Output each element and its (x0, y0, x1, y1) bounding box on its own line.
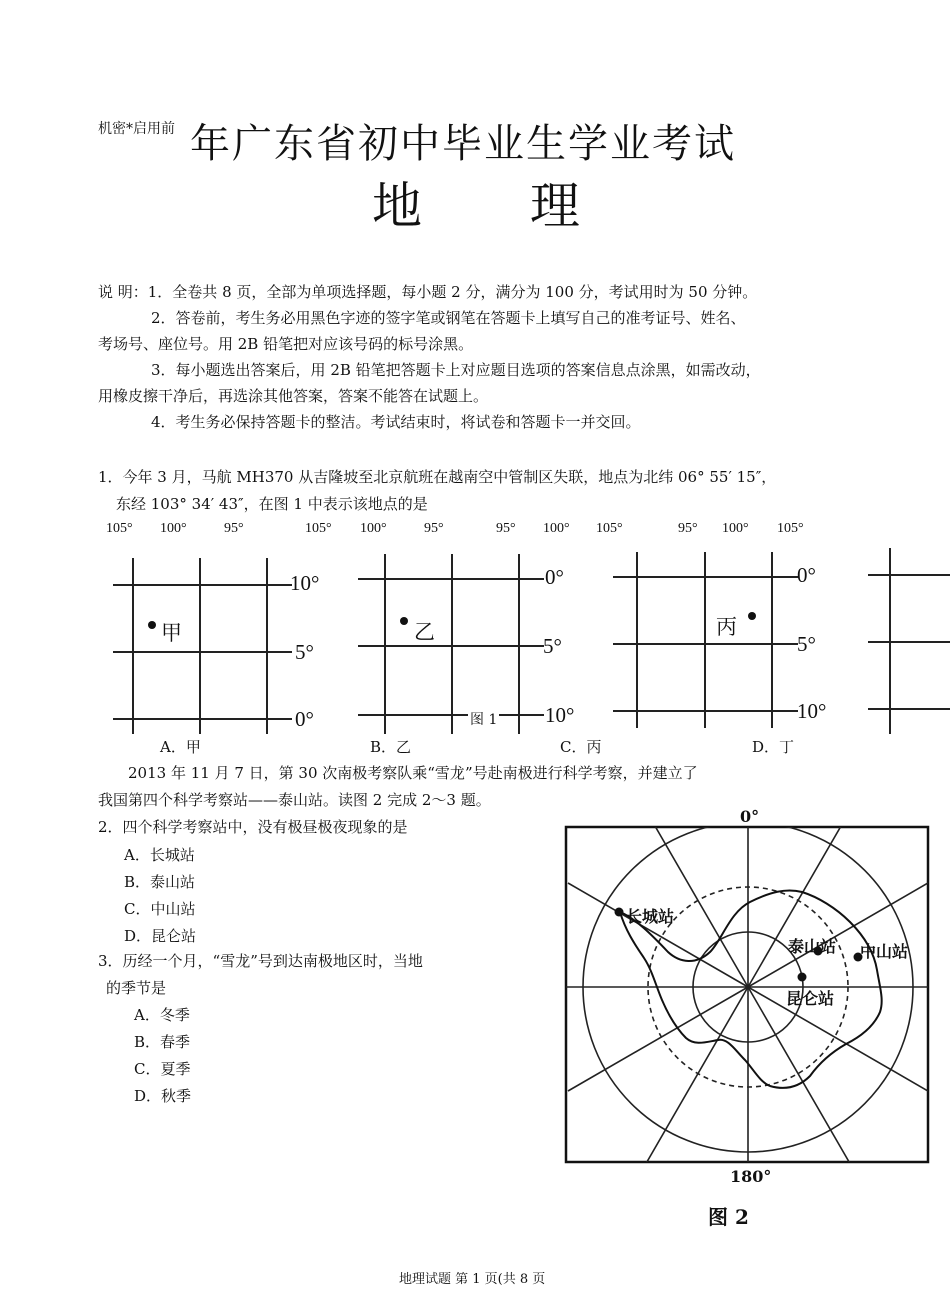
grid1-lat-label: 10° (290, 571, 320, 595)
q2-option-a: A．长城站 (124, 846, 195, 864)
subject-title: 地 理 (372, 177, 626, 235)
grid2-point-label: 乙 (414, 620, 435, 644)
grid2-lon-label: 100° (360, 521, 387, 536)
station-kunlun-label: 昆仑站 (786, 989, 835, 1008)
figure-2-caption: 图 2 (708, 1205, 749, 1229)
grid3-lon-label: 100° (543, 521, 570, 536)
q2-stem: 2．四个科学考察站中，没有极昼极夜现象的是 (98, 818, 408, 836)
grid2-lat-label: 0° (545, 565, 564, 589)
grid2-lat-label: 5° (543, 634, 562, 658)
fig2-meridian-180-label: 180° (730, 1167, 772, 1186)
q2-option-d: D．昆仑站 (124, 927, 197, 945)
q3-option-d: D．秋季 (134, 1087, 192, 1105)
figure-2-antarctica-map (540, 800, 950, 1250)
grid1-lat-label: 0° (295, 707, 314, 731)
instruction-line: 3．每小题选出答案后，用 2B 铅笔把答题卡上对应题目选项的答案信息点涂黑，如需改动， (151, 361, 761, 379)
grid4-lon-label: 105° (777, 521, 804, 536)
q2-option-b: B．泰山站 (124, 873, 196, 891)
instruction-line: 说 明：1．全卷共 8 页，全部为单项选择题，每小题 2 分，满分为 100 分，考试用时为 50 分钟。 (98, 283, 758, 301)
figure-1-caption: 图 1 (468, 709, 499, 729)
grid1-lon-label: 95° (224, 521, 244, 536)
q1-option-c: C．丙 (560, 738, 602, 756)
grid2-lat-label: 10° (545, 703, 575, 727)
grid3-lat-label: 5° (797, 632, 816, 656)
q1-stem-line1: 1．今年 3 月，马航 MH370 从吉隆坡至北京航班在越南空中管制区失联，地点为北纬 06° 55′ 15″， (98, 468, 777, 486)
q1-stem-line2: 东经 103° 34′ 43″，在图 1 中表示该地点的是 (116, 495, 428, 513)
page-footer: 地理试题 第 1 页(共 8 页 (399, 1272, 546, 1287)
grid2-lon-label: 105° (305, 521, 332, 536)
grid3-lat-label: 10° (797, 699, 827, 723)
q3-option-a: A．冬季 (134, 1006, 190, 1024)
station-taishan-label: 泰山站 (788, 937, 837, 956)
confidential-label: 机密*启用前 (98, 121, 175, 137)
q3-stem-line2: 的季节是 (106, 979, 167, 997)
grid1-point-label: 甲 (161, 621, 182, 645)
instruction-line: 考场号、座位号。用 2B 铅笔把对应该号码的标号涂黑。 (98, 335, 474, 353)
q23-intro-line1: 2013 年 11 月 7 日，第 30 次南极考察队乘“雪龙”号赴南极进行科学考察，并建立了 (128, 764, 698, 782)
fig2-meridian-0-label: 0° (740, 807, 760, 826)
grid2-lon-label: 95° (424, 521, 444, 536)
instruction-line: 用橡皮擦干净后，再选涂其他答案，答案不能答在试题上。 (98, 387, 489, 405)
q1-option-b: B．乙 (370, 738, 412, 756)
grid4-lon-label: 95° (678, 521, 698, 536)
q3-option-c: C．夏季 (134, 1060, 191, 1078)
grid1-lon-label: 105° (106, 521, 133, 536)
grid3-lon-label: 95° (496, 521, 516, 536)
station-zhongshan-label: 中山站 (860, 942, 909, 961)
exam-title: 年广东省初中毕业生学业考试 (190, 121, 736, 167)
q3-stem-line1: 3．历经一个月，“雪龙”号到达南极地区时，当地 (98, 952, 423, 970)
q3-option-b: B．春季 (134, 1033, 191, 1051)
grid3-lat-label: 0° (797, 563, 816, 587)
q2-option-c: C．中山站 (124, 900, 196, 918)
q23-intro-line2: 我国第四个科学考察站——泰山站。读图 2 完成 2～3 题。 (98, 791, 491, 809)
instruction-line: 4．考生务必保持答题卡的整洁。考试结束时，将试卷和答题卡一并交回。 (151, 413, 641, 431)
grid1-lon-label: 100° (160, 521, 187, 536)
q1-option-a: A．甲 (160, 738, 201, 756)
q1-option-d: D．丁 (752, 738, 795, 756)
station-changcheng-label: 长城站 (626, 907, 675, 926)
grid3-lon-label: 105° (596, 521, 623, 536)
grid4-lon-label: 100° (722, 521, 749, 536)
grid1-lat-label: 5° (295, 640, 314, 664)
instruction-line: 2．答卷前，考生务必用黑色字迹的签字笔或钢笔在答题卡上填写自己的准考证号、姓名、 (151, 309, 746, 327)
grid3-point-label: 丙 (716, 615, 737, 639)
